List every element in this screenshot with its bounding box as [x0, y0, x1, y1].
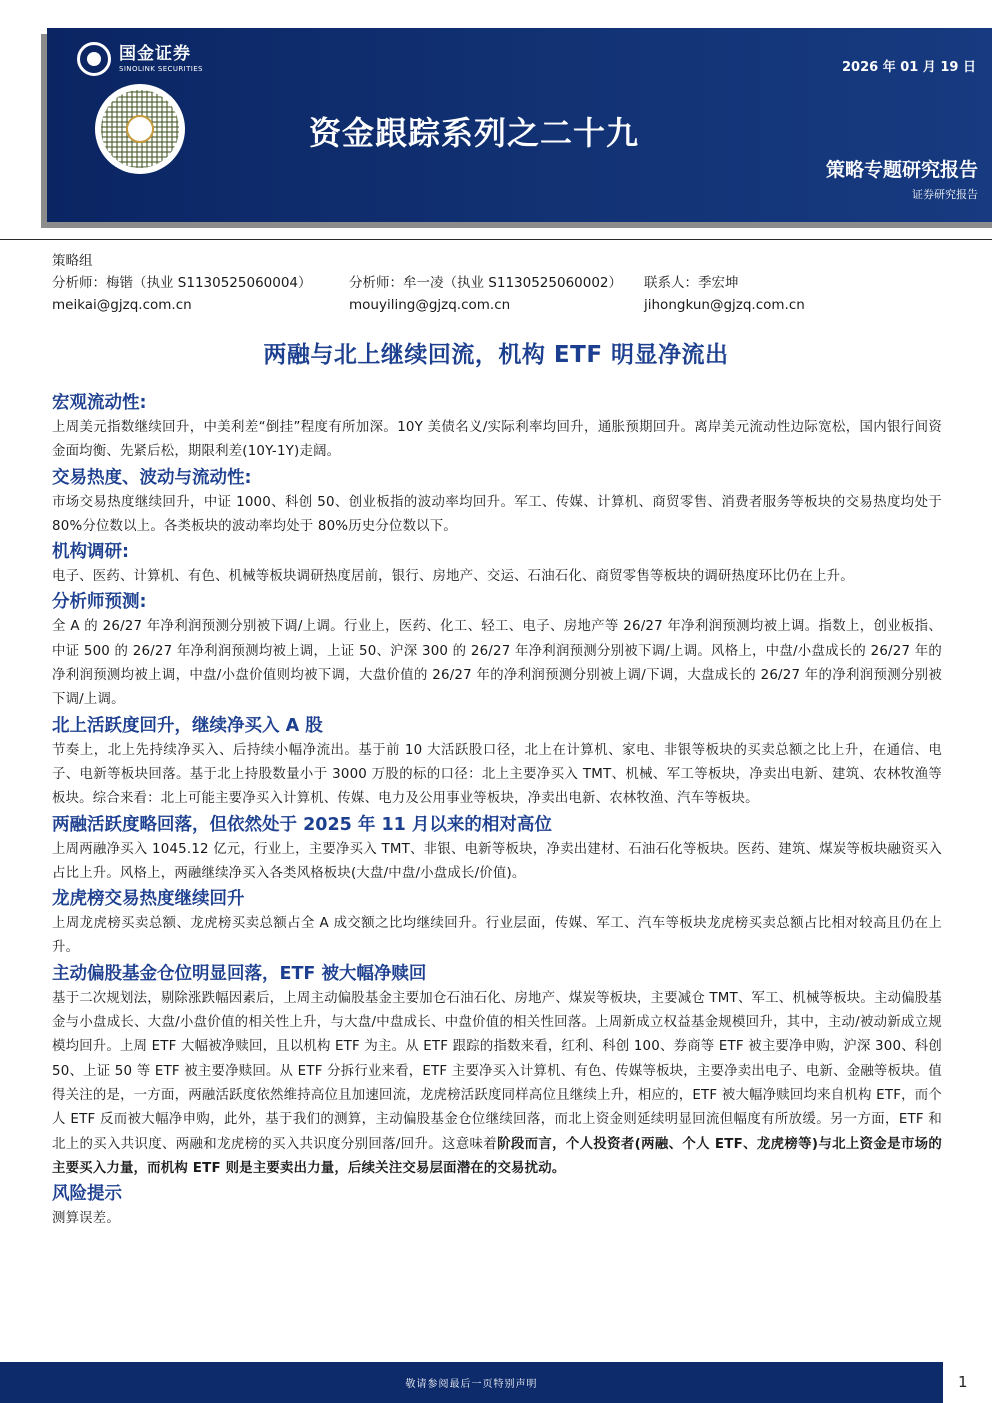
logo-name-en: SINOLINK SECURITIES — [119, 65, 203, 73]
section-text-emphasis: 阶段而言，个人投资者(两融、个人 ETF、龙虎榜等)与北上资金是市场的主要买入力量，而机构 ETF 则是主要卖出力量，后续关注交易层面潜在的交易扰动。 — [52, 1136, 943, 1176]
header-banner — [47, 28, 992, 222]
analyst-2-email[interactable]: mouyiling@gjzq.com.cn — [349, 297, 511, 313]
analyst-1-name: 分析师：梅锴（执业 S1130525060004） — [52, 275, 312, 291]
section-text: 上周两融净买入 1045.12 亿元，行业上，主要净买入 TMT、非银、电新等板块，净卖出建材、石油石化等板块。医药、建筑、煤炭等板块融资买入占比上升。风格上，两融继续净买入各类风格板块(大盘/中盘/小盘成长/价值)。 — [52, 841, 942, 881]
section-text-plain: 基于二次规划法，剔除涨跌幅因素后，上周主动偏股基金主要加仓石油石化、房地产、煤炭等板块，主要减仓 TMT、军工、机械等板块。主动偏股基金与小盘成长、大盘/小盘价值的相关性上升，与大盘/中盘成长、中盘价值的相关性回落。上周新成立权益基金规模回升，其中，主动/被动新成立规模均回升。上周 ETF 大幅被净赎回，且以机构 ETF 为主。从 ETF 跟踪的指数来看，红利、科创 100、券商等 ETF 被主要净申购，沪深 300、科创 50、上证 50 等 ETF 被主要净赎回。从 ETF 分拆行业来看，ETF 主要净买入计算机、有色、传媒等板块，主要净卖出电子、电新、金融等板块。值得关注的是，一方面，两融活跃度依然维持高位且加速回流，龙虎榜活跃度同样高位且继续上升，相应的，ETF 被大幅净赎回均来自机构 ETF，而个人 ETF 反而被大幅净申购，此外，基于我们的测算，主动偏股基金仓位继续回落，而北上资金则延续明显回流但幅度有所放缓。另一方面，ETF 和北上的买入共识度、两融和龙虎榜的买入共识度分别回落/回升。这意味着 — [52, 990, 942, 1152]
logo-icon — [77, 42, 111, 76]
section-margin-trading — [52, 812, 942, 887]
section-text — [52, 987, 942, 1181]
section-risk-warning — [52, 1181, 942, 1231]
report-body — [52, 390, 942, 1231]
section-title: 两融活跃度略回落，但依然处于 2025 年 11 月以来的相对高位 — [52, 814, 552, 835]
section-title: 主动偏股基金仓位明显回落，ETF 被大幅净赎回 — [52, 963, 427, 984]
section-text: 测算误差。 — [52, 1211, 120, 1227]
footer-bar — [0, 1362, 943, 1403]
section-title: 分析师预测: — [52, 592, 147, 613]
section-title: 宏观流动性: — [52, 393, 147, 413]
section-active-funds-etf — [52, 961, 942, 1181]
section-trading-heat — [52, 465, 942, 540]
analyst-block — [52, 250, 952, 316]
footer-disclaimer: 敬请参阅最后一页特别声明 — [405, 1379, 538, 1390]
team-name: 策略组 — [52, 253, 93, 269]
series-title: 资金跟踪系列之二十九 — [309, 114, 640, 152]
section-title: 龙虎榜交易热度继续回升 — [52, 889, 245, 910]
report-headline: 两融与北上继续回流，机构 ETF 明显净流出 — [263, 342, 729, 368]
contact-email[interactable]: jihongkun@gjzq.com.cn — [644, 297, 805, 313]
analyst-1-email[interactable]: meikai@gjzq.com.cn — [52, 297, 192, 313]
report-subtype: 证券研究报告 — [912, 188, 978, 201]
section-institutional-research — [52, 539, 942, 589]
section-title: 北上活跃度回升，继续净买入 A 股 — [52, 715, 323, 736]
section-text: 全 A 的 26/27 年净利润预测分别被下调/上调。行业上，医药、化工、轻工、电子、房地产等 26/27 年净利润预测均被上调。指数上，创业板指、中证 500 的 26/27 年净利润预测均被上调，上证 50、沪深 300 的 26/27 年净利润预测分别被下调/上调。风格上，中盘/小盘成长的 26/27 年的净利润预测均被上调，中盘/小盘价值则均被下调，大盘价值的 26/27 年的净利润预测分别被上调/下调，大盘成长的 26/27 年的净利润预测分别被下调/上调。 — [52, 619, 942, 708]
section-title: 风险提示 — [52, 1184, 122, 1205]
analyst-2-name: 分析师：牟一凌（执业 S1130525060002） — [349, 275, 623, 291]
section-text: 上周美元指数继续回升，中美利差“倒挂”程度有所加深。10Y 美债名义/实际利率均回升，通胀预期回升。离岸美元流动性边际宽松，国内银行间资金面均衡、先紧后松，期限利差(10Y-1Y)走阔。 — [52, 420, 942, 460]
logo-name-cn: 国金证券 — [119, 44, 191, 64]
section-text: 节奏上，北上先持续净买入、后持续小幅净流出。基于前 10 大活跃股口径，北上在计算机、家电、非银等板块的买卖总额之比上升，在通信、电子、电新等板块回落。基于北上持股数量小于 3000 万股的标的口径：北上主要净买入 TMT、机械、军工等板块，净卖出电新、建筑、农林牧渔等板块。综合来看：北上可能主要净买入计算机、传媒、电力及公用事业等板块，净卖出电新、农林牧渔、汽车等板块。 — [52, 742, 942, 807]
section-northbound — [52, 713, 942, 812]
header-divider — [0, 239, 992, 240]
section-dragon-tiger — [52, 886, 942, 961]
section-text: 市场交易热度继续回升，中证 1000、科创 50、创业板指的波动率均回升。军工、传媒、计算机、商贸零售、消费者服务等板块的交易热度均处于 80%分位数以上。各类板块的波动率均处于 80%历史分位数以下。 — [52, 494, 942, 534]
page-number: 1 — [958, 1373, 968, 1391]
section-text: 电子、医药、计算机、有色、机械等板块调研热度居前，银行、房地产、交运、石油石化、商贸零售等板块的调研热度环比仍在上升。 — [52, 569, 854, 585]
section-analyst-forecast — [52, 589, 942, 712]
qr-code-icon — [95, 84, 185, 174]
section-macro-liquidity — [52, 390, 942, 465]
section-text: 上周龙虎榜买卖总额、龙虎榜买卖总额占全 A 成交额之比均继续回升。行业层面，传媒、军工、汽车等板块龙虎榜买卖总额占比相对较高且仍在上升。 — [52, 916, 942, 956]
section-title: 交易热度、波动与流动性: — [52, 467, 252, 488]
report-date: 2026 年 01 月 19 日 — [842, 60, 976, 75]
report-type: 策略专题研究报告 — [825, 159, 978, 181]
section-title: 机构调研: — [52, 542, 129, 563]
contact-name: 联系人：季宏坤 — [644, 275, 739, 291]
company-logo — [77, 42, 203, 76]
